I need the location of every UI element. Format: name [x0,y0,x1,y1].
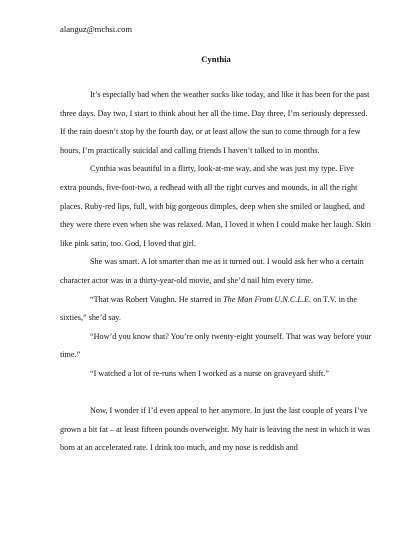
paragraph: Cynthia was beautiful in a flirty, look-at-me way, and she was just my type. Five extra pounds, five-foot-two, a redhead with all the right curves and mounds, in all the right places. Ruby-red lips, full, with big gorgeous dimples, deep when she smiled or laughed, and they were there even when she was relaxed. Man, I loved it when I could make her laugh. Skin like pink satin, too. God, I loved that girl. [60,164,371,248]
paragraph: Now, I wonder if I’d even appeal to her anymore. In just the last couple of years I’ve grown a bit fat – at least fifteen pounds overweight. My hair is leaving the nest in which it was born at an accelerated rate. I drink too much, and my nose is reddish and [60,406,371,453]
story-title: Cynthia [201,54,231,64]
paragraph: “How’d you know that? You’re only twenty-eight yourself. That was way before your time.” [60,331,372,360]
author-email: alanguz@mchsi.com [60,24,133,34]
paragraph-text-before: “That was Robert Vaughn. He starred in [90,294,224,304]
paragraph-text-after: on T.V. in the sixties,” she’d say. [60,294,357,323]
paragraph: It’s especially bad when the weather sucks like today, and like it has been for the past three days. Day two, I start to think about her all the time. Day three, I’m seriously depressed. If the rain doesn’t stop by the fourth day, or at least allow the sun to come through for a few hours, I’m practically suicidal and calling friends I haven’t talked to in months. [60,90,370,155]
paragraph: “I watched a lot of re-runs when I worked as a nurse on graveyard shift.” [90,368,329,378]
story-body [60,86,372,458]
paragraph: She was smart. A lot smarter than me as it turned out. I would ask her who a certain character actor was in a thirty-year-old movie, and she’d nail him every time. [60,257,364,285]
tv-show-title: The Man From U.N.C.L.E. [223,294,312,304]
paragraph-dialogue [60,291,372,328]
